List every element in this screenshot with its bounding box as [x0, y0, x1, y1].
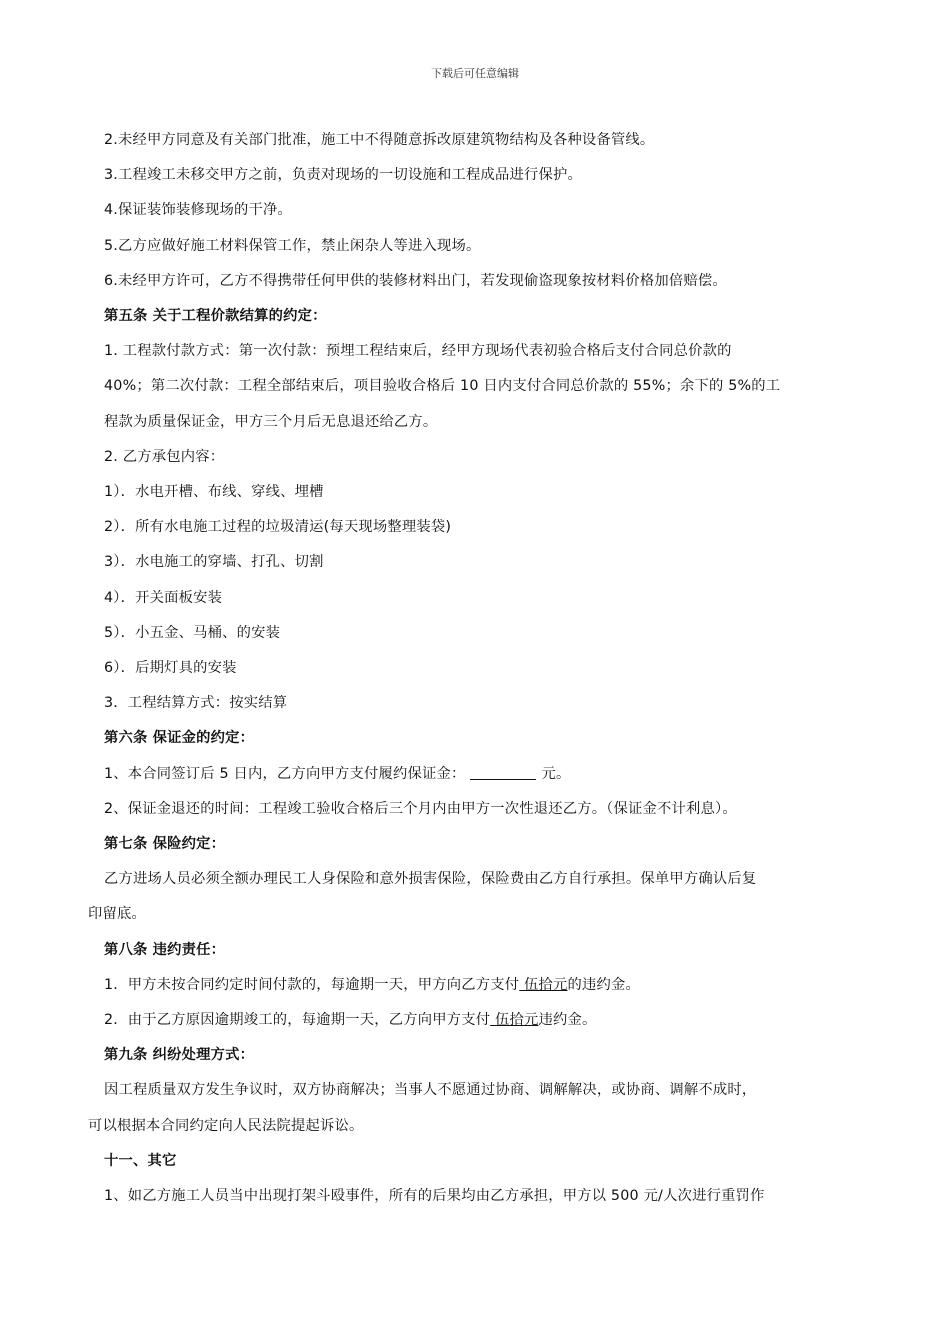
penalty-2-suffix: 违约金。	[538, 1012, 597, 1029]
insurance-line-2: 印留底。	[88, 906, 146, 923]
payment-terms-line-3: 程款为质量保证金，甲方三个月后无息退还给乙方。	[104, 413, 438, 430]
insurance-line-1: 乙方进场人员必须全额办理民工人身保险和意外损害保险，保险费由乙方自行承担。保单甲方确认后复	[104, 871, 757, 888]
penalty-1-suffix: 的违约金。	[567, 976, 640, 993]
clause-item-6: 6.未经甲方许可，乙方不得携带任何甲供的装修材料出门，若发现偷盗现象按材料价格加倍赔偿。	[104, 272, 727, 289]
payment-terms-line-2: 40%；第二次付款：工程全部结束后，项目验收合格后 10 日内支付合同总价款的 55%；余下的 5%的工	[104, 378, 781, 395]
article-8-title: 第八条 违约责任：	[104, 941, 226, 958]
document-body	[88, 123, 863, 1214]
other-line-1: 1、如乙方施工人员当中出现打架斗殴事件，所有的后果均由乙方承担，甲方以 500 元/人次进行重罚作	[104, 1188, 765, 1205]
article-11-title: 十一、其它	[104, 1152, 177, 1169]
penalty-2-text: 2．由于乙方原因逾期竣工的，每逾期一天，乙方向甲方支付	[104, 1012, 491, 1029]
scope-item-3: 3）．水电施工的穿墙、打孔、切割	[104, 554, 324, 571]
scope-item-6: 6）．后期灯具的安装	[104, 660, 237, 677]
clause-item-4: 4.保证装饰装修现场的干净。	[104, 202, 293, 219]
penalty-line-1	[88, 968, 863, 1003]
scope-heading: 2. 乙方承包内容：	[104, 448, 225, 465]
deposit-text: 1、本合同签订后 5 日内，乙方向甲方支付履约保证金：	[104, 765, 466, 782]
payment-terms-line-1: 1. 工程款付款方式：第一次付款：预埋工程结束后，经甲方现场代表初验合格后支付合同总价款的	[104, 343, 732, 360]
article-9-title: 第九条 纠纷处理方式：	[104, 1047, 255, 1064]
deposit-line-1	[88, 757, 863, 792]
deposit-line-2: 2、保证金退还的时间：工程竣工验收合格后三个月内由甲方一次性退还乙方。（保证金不计利息）。	[104, 800, 737, 817]
dispute-line-1: 因工程质量双方发生争议时，双方协商解决；当事人不愿通过协商、调解解决，或协商、调解不成时，	[104, 1082, 757, 1099]
clause-item-3: 3.工程竣工未移交甲方之前，负责对现场的一切设施和工程成品进行保护。	[104, 167, 582, 184]
scope-item-4: 4）．开关面板安装	[104, 589, 223, 606]
clause-item-5: 5.乙方应做好施工材料保管工作，禁止闲杂人等进入现场。	[104, 237, 481, 254]
article-5-title: 第五条 关于工程价款结算的约定：	[104, 308, 327, 325]
deposit-amount-blank	[470, 765, 536, 780]
scope-item-2: 2）．所有水电施工过程的垃圾清运(每天现场整理装袋)	[104, 519, 452, 536]
scope-item-5: 5）．小五金、马桶、的安装	[104, 624, 281, 641]
article-7-title: 第七条 保险约定：	[104, 836, 226, 853]
penalty-line-2	[88, 1003, 863, 1038]
dispute-line-2: 可以根据本合同约定向人民法院提起诉讼。	[88, 1117, 364, 1134]
deposit-unit: 元。	[541, 765, 571, 782]
settlement-method: 3．工程结算方式：按实结算	[104, 695, 288, 712]
clause-item-2: 2.未经甲方同意及有关部门批准，施工中不得随意拆改原建筑物结构及各种设备管线。	[104, 132, 655, 148]
page-header: 下载后可任意编辑	[431, 67, 519, 80]
penalty-1-amount: 伍拾元	[519, 976, 568, 993]
scope-item-1: 1）．水电开槽、布线、穿线、埋槽	[104, 484, 324, 501]
article-6-title: 第六条 保证金的约定：	[104, 730, 255, 747]
penalty-1-text: 1．甲方未按合同约定时间付款的，每逾期一天，甲方向乙方支付	[104, 976, 520, 993]
penalty-2-amount: 伍拾元	[490, 1012, 539, 1029]
